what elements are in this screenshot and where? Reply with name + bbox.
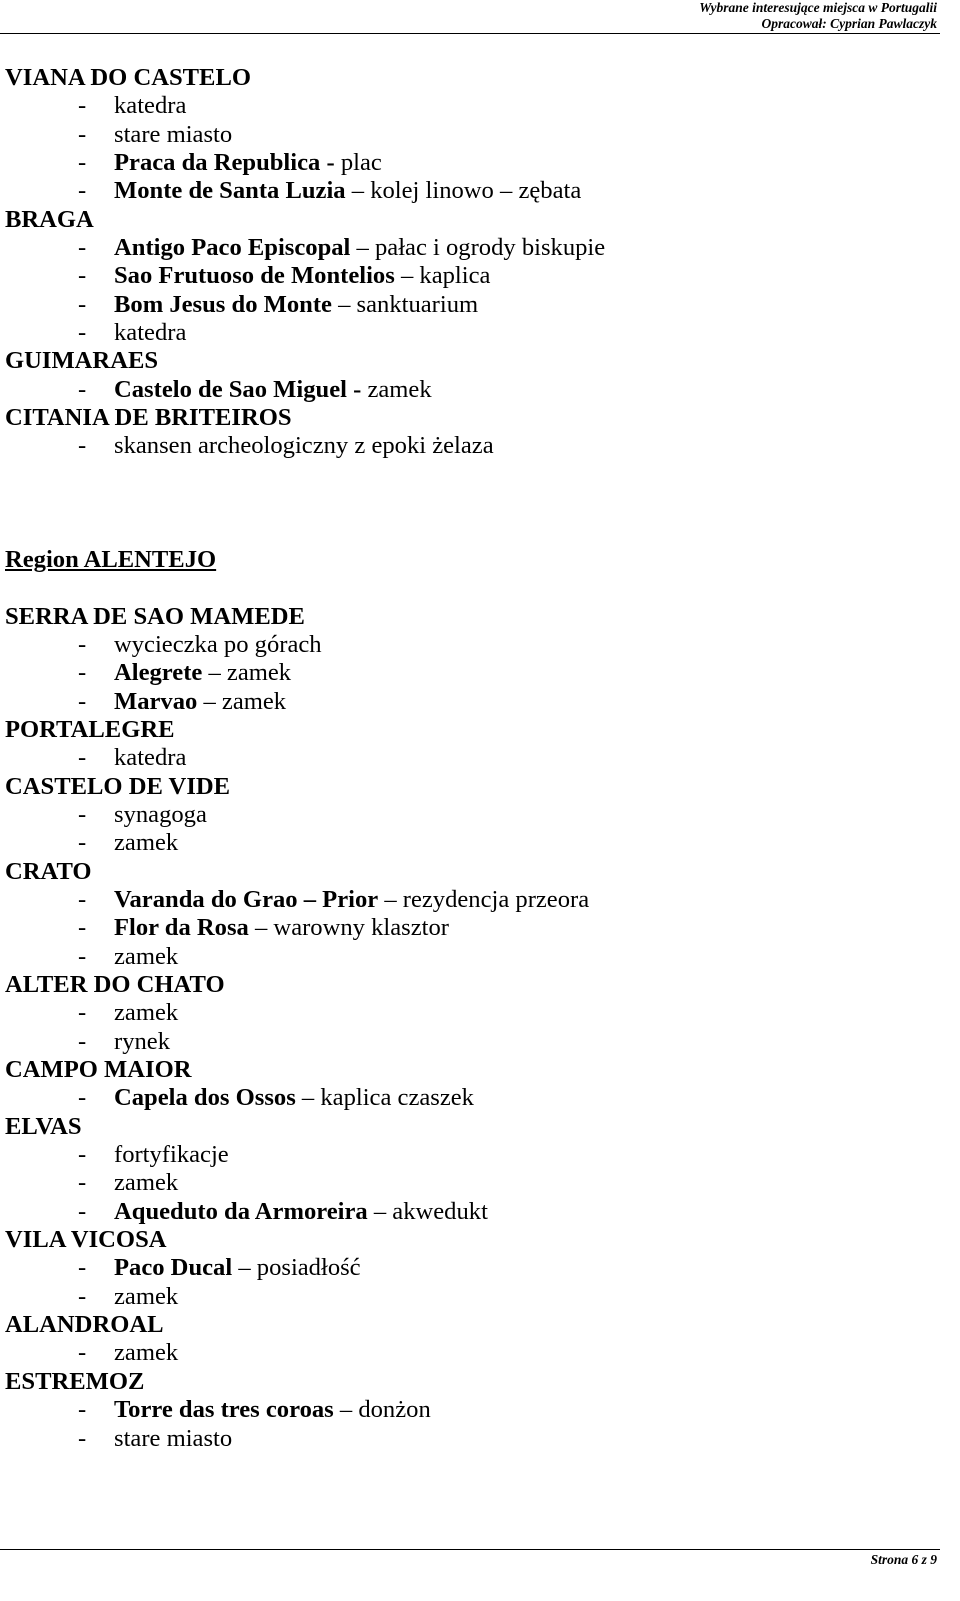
header-rule <box>0 33 940 34</box>
place-castelo-de-vide <box>5 773 935 858</box>
list-item <box>5 376 935 404</box>
place-heading: CITANIA DE BRITEIROS <box>5 404 292 432</box>
list-item <box>5 999 935 1027</box>
item-description: zamek <box>114 1339 179 1367</box>
list-bullet: - <box>78 1197 87 1225</box>
list-item <box>5 886 935 914</box>
list-item <box>5 1425 935 1453</box>
list-item <box>5 234 935 262</box>
list-item <box>5 92 935 120</box>
list-bullet: - <box>78 1282 87 1310</box>
list-bullet: - <box>78 885 87 913</box>
place-heading: ALANDROAL <box>5 1311 164 1339</box>
item-name: Sao Frutuoso de Montelios <box>114 262 395 290</box>
document-title: Wybrane interesujące miejsca w Portugalii <box>699 0 937 15</box>
place-alter-do-chato <box>5 971 935 1056</box>
place-serra-de-sao-mamede <box>5 603 935 716</box>
item-description: – zamek <box>208 659 292 687</box>
list-bullet: - <box>78 120 87 148</box>
item-name: Varanda do Grao – Prior <box>114 885 379 913</box>
list-bullet: - <box>78 942 87 970</box>
place-heading: ALTER DO CHATO <box>5 971 225 999</box>
item-description: – kaplica czaszek <box>301 1084 474 1112</box>
list-bullet: - <box>78 149 87 177</box>
item-name: Aqueduto da Armoreira <box>114 1197 368 1225</box>
place-alandroal <box>5 1311 935 1368</box>
item-description: wycieczka po górach <box>114 630 322 658</box>
item-description: synagoga <box>114 800 207 828</box>
list-item <box>5 1198 935 1226</box>
item-description: – kolej linowo – zębata <box>351 177 582 205</box>
item-description: katedra <box>114 92 187 120</box>
place-elvas <box>5 1113 935 1226</box>
list-bullet: - <box>78 1254 87 1282</box>
list-bullet: - <box>78 914 87 942</box>
place-heading: PORTALEGRE <box>5 715 175 743</box>
list-bullet: - <box>78 999 87 1027</box>
list-bullet: - <box>78 1141 87 1169</box>
place-vila-vicosa <box>5 1226 935 1311</box>
place-heading: VILA VICOSA <box>5 1226 167 1254</box>
list-bullet: - <box>78 262 87 290</box>
list-item <box>5 1254 935 1282</box>
list-bullet: - <box>78 744 87 772</box>
item-name: Monte de Santa Luzia <box>114 177 346 205</box>
place-viana-do-castelo <box>5 64 935 206</box>
place-heading: ELVAS <box>5 1112 82 1140</box>
list-bullet: - <box>78 1339 87 1367</box>
item-description: zamek <box>114 942 179 970</box>
list-item <box>5 801 935 829</box>
list-bullet: - <box>78 432 87 460</box>
place-heading: BRAGA <box>5 205 94 233</box>
list-item <box>5 688 935 716</box>
item-name: Marvao <box>114 687 198 715</box>
list-item <box>5 1169 935 1197</box>
list-item <box>5 631 935 659</box>
item-description: zamek <box>367 375 432 403</box>
list-item <box>5 432 935 460</box>
list-bullet: - <box>78 375 87 403</box>
item-description: – kaplica <box>400 262 491 290</box>
list-bullet: - <box>78 1084 87 1112</box>
list-bullet: - <box>78 829 87 857</box>
place-citania-de-briteiros <box>5 404 935 461</box>
item-name: Torre das tres coroas <box>114 1396 334 1424</box>
list-item <box>5 1283 935 1311</box>
item-description: stare miasto <box>114 1424 233 1452</box>
place-heading: CAMPO MAIOR <box>5 1056 192 1084</box>
item-description: stare miasto <box>114 120 233 148</box>
item-description: fortyfikacje <box>114 1141 229 1169</box>
item-name: Flor da Rosa <box>114 914 249 942</box>
document-author: Opracował: Cyprian Pawlaczyk <box>761 16 937 31</box>
place-heading: GUIMARAES <box>5 347 159 375</box>
list-bullet: - <box>78 92 87 120</box>
item-description: – akwedukt <box>373 1197 488 1225</box>
item-description: – pałac i ogrody biskupie <box>356 234 606 262</box>
list-bullet: - <box>78 1027 87 1055</box>
list-item <box>5 829 935 857</box>
item-name: Praca da Republica - <box>114 149 335 177</box>
item-name: Bom Jesus do Monte <box>114 290 332 318</box>
item-description: katedra <box>114 744 187 772</box>
list-item <box>5 744 935 772</box>
footer-rule <box>0 1549 940 1550</box>
item-name: Alegrete <box>114 659 203 687</box>
list-item <box>5 1028 935 1056</box>
list-bullet: - <box>78 234 87 262</box>
place-heading: CASTELO DE VIDE <box>5 772 231 800</box>
item-description: – sanktuarium <box>338 290 479 318</box>
list-item <box>5 262 935 290</box>
list-bullet: - <box>78 800 87 828</box>
item-name: Antigo Paco Episcopal <box>114 234 351 262</box>
place-heading: VIANA DO CASTELO <box>5 64 251 91</box>
page-content <box>5 64 935 1453</box>
list-item <box>5 1084 935 1112</box>
page-number: Strona 6 z 9 <box>870 1552 937 1567</box>
item-description: zamek <box>114 1169 179 1197</box>
running-header <box>699 0 937 32</box>
list-bullet: - <box>78 319 87 347</box>
place-campo-maior <box>5 1056 935 1113</box>
list-bullet: - <box>78 630 87 658</box>
item-description: zamek <box>114 829 179 857</box>
list-bullet: - <box>78 290 87 318</box>
place-heading: ESTREMOZ <box>5 1367 145 1395</box>
region-places <box>5 603 935 1453</box>
item-description: – donżon <box>339 1396 431 1424</box>
item-name: Capela dos Ossos <box>114 1084 296 1112</box>
item-description: – posiadłość <box>238 1254 361 1282</box>
list-bullet: - <box>78 177 87 205</box>
place-braga <box>5 206 935 348</box>
list-bullet: - <box>78 1424 87 1452</box>
place-estremoz <box>5 1368 935 1453</box>
place-heading: CRATO <box>5 857 92 885</box>
list-item <box>5 659 935 687</box>
item-name: Paco Ducal <box>114 1254 233 1282</box>
item-name: Castelo de Sao Miguel - <box>114 375 362 403</box>
item-description: – rezydencja przeora <box>384 885 590 913</box>
item-description: – warowny klasztor <box>254 914 449 942</box>
item-description: zamek <box>114 999 179 1027</box>
list-item <box>5 291 935 319</box>
list-item <box>5 149 935 177</box>
list-item <box>5 943 935 971</box>
item-description: – zamek <box>203 687 287 715</box>
item-description: rynek <box>114 1027 170 1055</box>
list-item <box>5 1396 935 1424</box>
list-bullet: - <box>78 1169 87 1197</box>
list-item <box>5 319 935 347</box>
item-description: skansen archeologiczny z epoki żelaza <box>114 432 494 460</box>
item-description: plac <box>340 149 382 177</box>
list-item <box>5 1141 935 1169</box>
place-crato <box>5 858 935 971</box>
place-heading: SERRA DE SAO MAMEDE <box>5 602 305 630</box>
list-item <box>5 177 935 205</box>
list-item <box>5 1339 935 1367</box>
region-title: Region ALENTEJO <box>5 545 217 573</box>
list-bullet: - <box>78 659 87 687</box>
list-item <box>5 121 935 149</box>
list-item <box>5 914 935 942</box>
place-guimaraes <box>5 347 935 404</box>
list-bullet: - <box>78 687 87 715</box>
item-description: katedra <box>114 319 187 347</box>
place-portalegre <box>5 716 935 773</box>
list-bullet: - <box>78 1396 87 1424</box>
item-description: zamek <box>114 1282 179 1310</box>
